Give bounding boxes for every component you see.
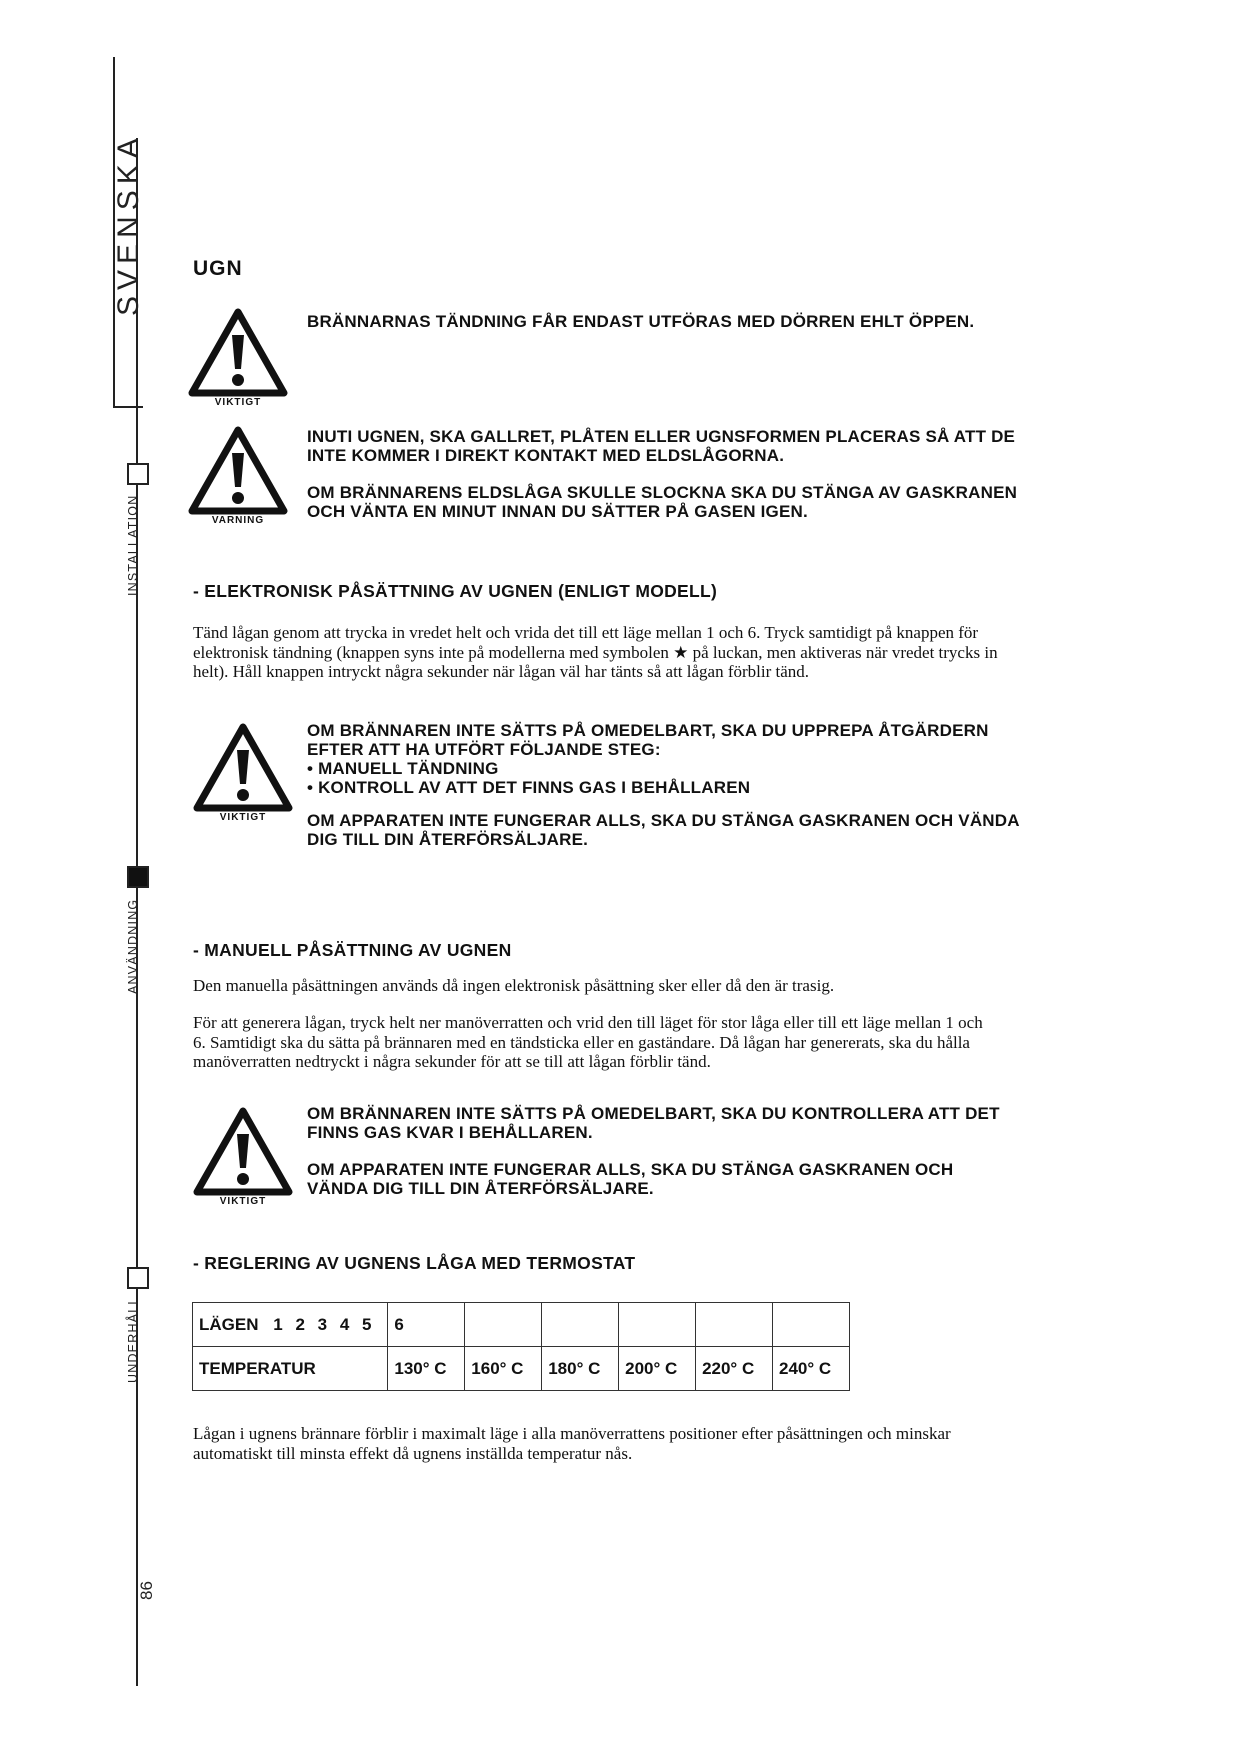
side-rail-tick-top [113, 406, 143, 408]
position-value: 5 [362, 1314, 372, 1334]
warning-triangle-icon [188, 307, 288, 399]
paragraph-line: automatiskt till minsta effekt då ugnens inställda temperatur nås. [193, 1443, 633, 1463]
warning-3-line: • MANUELL TÄNDNING [307, 759, 499, 778]
warning-triangle-icon [188, 425, 288, 517]
warning-label-important: VIKTIGT [219, 812, 267, 823]
paragraph-line: manöverratten nedtryckt i några sekunder för att se till att lågan förblir tänd. [193, 1052, 711, 1071]
table-cell-position-6: 6 [388, 1303, 465, 1347]
section-heading-electronic: - ELEKTRONISK PÅSÄTTNING AV UGNEN (ENLIGT MODELL) [193, 581, 718, 601]
paragraph-line: Lågan i ugnens brännare förblir i maximalt läge i alla manöverrattens positioner efter påsättningen och minskar [193, 1424, 951, 1443]
section-heading-thermostat: - REGLERING AV UGNENS LÅGA MED TERMOSTAT [193, 1253, 636, 1273]
warning-label-caution: VARNING [211, 515, 265, 526]
paragraph-line: För att generera lågan, tryck helt ner manöverratten och vrid den till läget för stor låga eller till ett läge mellan 1 och [193, 1013, 983, 1032]
warning-label-important: VIKTIGT [219, 1196, 267, 1207]
warning-label-important: VIKTIGT [214, 397, 262, 408]
paragraph-line: elektronisk tändning (knappen syns inte på modellerna med symbolen ★ på luckan, men aktiveras när vredet trycks in [193, 642, 998, 662]
warning-text-3 [307, 721, 1020, 849]
warning-text-1: BRÄNNARNAS TÄNDNING FÅR ENDAST UTFÖRAS MED DÖRREN EHLT ÖPPEN. [307, 312, 975, 331]
warning-text-4 [307, 1104, 1000, 1198]
warning-2-line: OCH VÄNTA EN MINUT INNAN DU SÄTTER PÅ GASEN IGEN. [307, 502, 808, 521]
thermostat-paragraph [193, 1424, 951, 1463]
table-cell-positions [193, 1303, 388, 1347]
warning-triangle-icon [193, 722, 293, 814]
table-cell-empty [696, 1303, 773, 1347]
warning-2-line: OM BRÄNNARENS ELDSLÅGA SKULLE SLOCKNA SKA DU STÄNGA AV GASKRANEN [307, 483, 1018, 502]
warning-icon-block-2 [183, 425, 293, 526]
position-value: 4 [339, 1314, 350, 1334]
table-cell-empty [465, 1303, 542, 1347]
temperature-table [192, 1302, 850, 1391]
table-cell-temperature: 240° C [772, 1347, 849, 1391]
warning-icon-block-4 [188, 1106, 298, 1207]
section-marker-usage-active [127, 866, 149, 888]
table-cell-temperature: 180° C [542, 1347, 619, 1391]
section-marker-maintenance [127, 1267, 149, 1289]
table-cell-temperature: 200° C [619, 1347, 696, 1391]
warning-3-line: OM APPARATEN INTE FUNGERAR ALLS, SKA DU STÄNGA GASKRANEN OCH VÄNDA [307, 811, 1020, 830]
table-cell-temperature-label [193, 1347, 388, 1391]
warning-icon-block-1 [183, 307, 293, 408]
warning-3-line: • KONTROLL AV ATT DET FINNS GAS I BEHÅLLAREN [307, 778, 751, 797]
warning-3-line: OM BRÄNNAREN INTE SÄTTS PÅ OMEDELBART, SKA DU UPPREPA ÅTGÄRDERN [307, 721, 989, 740]
warning-text-2 [307, 427, 1017, 521]
table-cell-temperature: 160° C [465, 1347, 542, 1391]
manual-paragraph-1: Den manuella påsättningen används då ingen elektronisk påsättning sker eller då den är trasig. [193, 976, 835, 995]
position-value: 1 [273, 1314, 283, 1334]
positions-label: LÄGEN [199, 1314, 259, 1334]
warning-3-line: DIG TILL DIN ÅTERFÖRSÄLJARE. [307, 830, 589, 849]
warning-4-line: OM APPARATEN INTE FUNGERAR ALLS, SKA DU STÄNGA GASKRANEN OCH [307, 1160, 954, 1179]
table-cell-temperature: 220° C [696, 1347, 773, 1391]
language-label: SVENSKA [112, 132, 145, 316]
section-heading-manual: - MANUELL PÅSÄTTNING AV UGNEN [193, 940, 512, 960]
temperature-label: TEMPERATUR [199, 1358, 316, 1378]
table-row-positions [193, 1303, 850, 1347]
section-label-installation: INSTALLATION [126, 494, 140, 596]
warning-3-line: EFTER ATT HA UTFÖRT FÖLJANDE STEG: [307, 740, 661, 759]
electronic-paragraph [193, 623, 998, 682]
page-number: 86 [137, 1581, 156, 1600]
warning-2-line: INUTI UGNEN, SKA GALLRET, PLÅTEN ELLER UGNSFORMEN PLACERAS SÅ ATT DE [307, 427, 1016, 446]
section-label-usage: ANVÄNDNING [126, 898, 140, 994]
table-row-temperatures [193, 1347, 850, 1391]
paragraph-line: helt). Håll knappen intryckt några sekunder när lågan väl har tänts så att lågan förblir tänd. [193, 662, 810, 681]
paragraph-line: 6. Samtidigt ska du sätta på brännaren med en tändsticka eller en gaständare. Då lågan har genererats, ska du hålla [193, 1032, 970, 1052]
warning-icon-block-3 [188, 722, 298, 823]
section-marker-installation [127, 463, 149, 485]
warning-2-line: INTE KOMMER I DIREKT KONTAKT MED ELDSLÅGORNA. [307, 446, 785, 465]
warning-4-line: OM BRÄNNAREN INTE SÄTTS PÅ OMEDELBART, SKA DU KONTROLLERA ATT DET [307, 1104, 1000, 1123]
manual-paragraph-2 [193, 1013, 983, 1072]
position-value: 3 [317, 1314, 328, 1334]
paragraph-line: Tänd lågan genom att trycka in vredet helt och vrida det till ett läge mellan 1 och 6. Tryck samtidigt på knappen för [193, 623, 979, 642]
page-title: UGN [193, 257, 243, 280]
warning-4-line: VÄNDA DIG TILL DIN ÅTERFÖRSÄLJARE. [307, 1179, 654, 1198]
warning-triangle-icon [193, 1106, 293, 1198]
section-label-maintenance: UNDERHÅLL [126, 1296, 140, 1383]
table-cell-empty [772, 1303, 849, 1347]
warning-4-line: FINNS GAS KVAR I BEHÅLLAREN. [307, 1123, 593, 1142]
table-cell-empty [619, 1303, 696, 1347]
table-cell-temperature: 130° C [388, 1347, 465, 1391]
position-value: 2 [295, 1314, 305, 1334]
table-cell-empty [542, 1303, 619, 1347]
